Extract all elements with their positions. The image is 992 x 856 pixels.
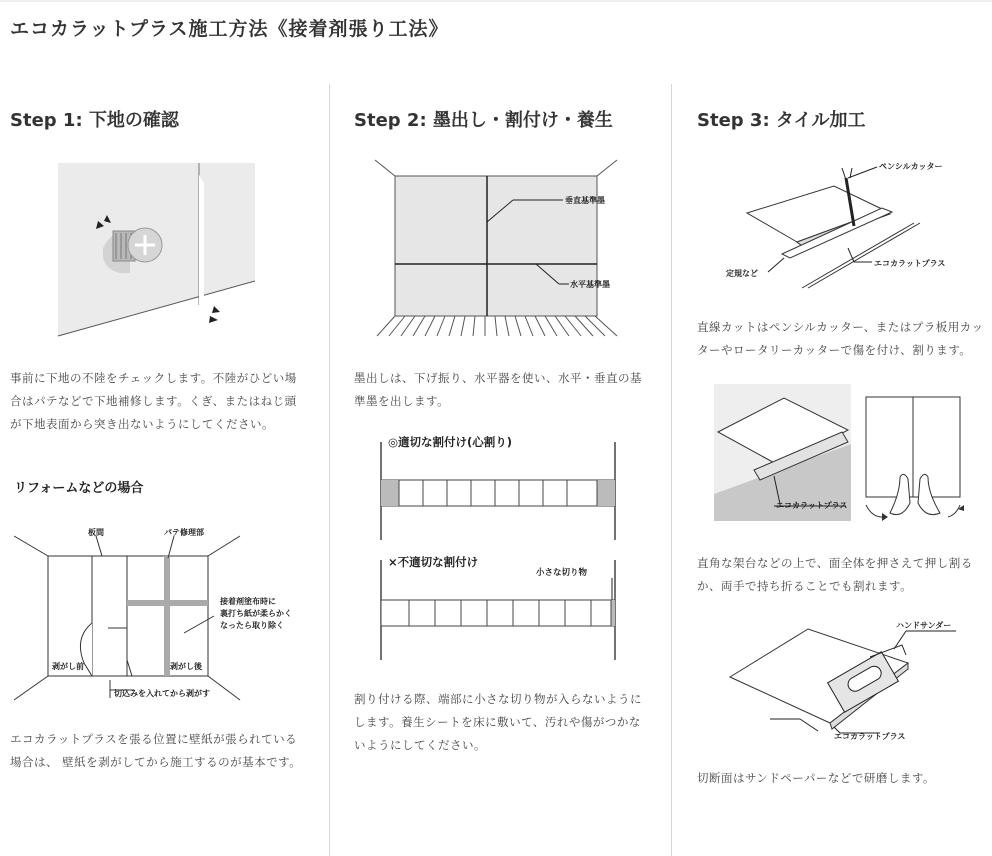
label-after: 剥がし後 [170,662,202,671]
label-horizontal-line: 水平基準墨 [570,280,610,289]
hand-sander-illustration [730,615,970,750]
step2-title: Step 2: 墨出し・割付け・養生 [354,110,613,131]
bad-layout-label: ×不適切な割付け [388,555,479,569]
label-seam: 板間 [88,528,104,537]
label-product-2: エコカラットプラス [776,501,848,510]
label-putty: パテ修理部 [164,528,204,537]
label-note-1: 接着剤塗布時に [220,597,276,606]
good-layout-label: ◎適切な割付け(心割り) [388,435,513,449]
label-pencil-cutter: ペンシルカッター [879,162,943,171]
step1-subheading: リフォームなどの場合 [14,481,144,496]
label-product: エコカラットプラス [874,259,946,268]
step1-paragraph-1: 事前に下地の不陸をチェックします。不陸がひどい場合はパテなどで下地補修します。くぎ、またはねじ頭が下地表面から突き出ないようにしてください。 [10,371,297,431]
label-before: 剥がし前 [52,662,84,671]
column-divider [329,84,330,856]
wallpaper-removal-diagram [14,528,304,708]
screw-wall-illustration [58,163,255,336]
step3-paragraph-2: 直角な架台などの上で、面全体を押さえて押し割るか、両手で持ち折ることでも割れます。 [697,556,973,593]
step2-paragraph-1: 墨出しは、下げ振り、水平器を使い、水平・垂直の基準墨を出します。 [354,371,642,408]
step2-paragraph-2: 割り付ける際、端部に小さな切り物が入らないようにします。養生シートを床に敷いて、汚れや傷がつかないようにしてください。 [354,692,642,752]
page-title: エコカラットプラス施工方法《接着剤張り工法》 [10,18,449,40]
step1-paragraph-2: エコカラットプラスを張る位置に壁紙が張られている場合は、 壁紙を剥がしてから施工するのが基本です。 [10,732,302,769]
step1-title: Step 1: 下地の確認 [10,110,179,131]
label-vertical-line: 垂直基準墨 [565,196,605,205]
label-hand-sander: ハンドサンダー [896,621,952,630]
label-product-3: エコカラットプラス [834,732,906,741]
step3-title: Step 3: タイル加工 [697,110,866,131]
snap-break-illustration [714,384,854,521]
tile-layout-comparison [378,430,628,665]
top-border [0,0,992,2]
column-divider [671,84,672,856]
pencil-cutter-illustration [722,158,987,290]
step3-paragraph-1: 直線カットはペンシルカッター、またはプラ板用カッターやロータリーカッターで傷を付け、割ります。 [697,320,984,357]
label-ruler: 定規など [726,269,758,278]
hand-snap-illustration [860,395,972,525]
step3-paragraph-3: 切断面はサンドペーパーなどで研磨します。 [697,771,935,785]
small-piece-label: 小さな切り物 [536,568,588,578]
label-note-3: なったら取り除く [220,621,284,630]
label-note-2: 裏打ち紙が柔らかく [220,609,292,618]
label-cut: 切込みを入れてから剥がす [114,689,210,698]
layout-line-diagram [373,158,619,340]
